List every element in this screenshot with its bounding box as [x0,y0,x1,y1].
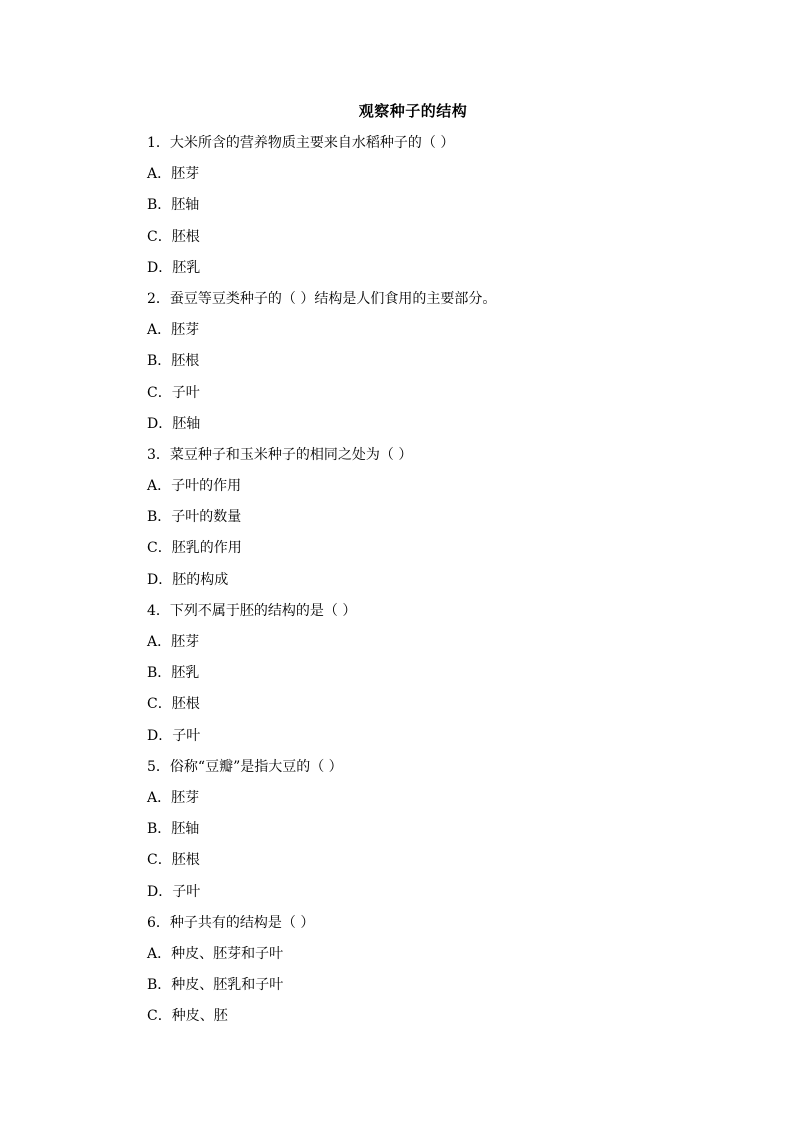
question-number: 1 [147,135,156,151]
option-letter: C [147,1008,158,1025]
option-c [147,691,707,722]
option-d [147,723,707,754]
option-dot: ． [158,883,173,900]
question-text: 菜豆种子和玉米种子的相同之处为（ ） [169,446,413,463]
option-letter: C [147,384,158,401]
option-text: 胚芽 [171,634,200,650]
option-dot: ． [157,634,172,650]
option-dot: ． [157,353,172,370]
option-letter: B [147,353,158,370]
question-text: 蚕豆等豆类种子的（ ）结构是人们食用的主要部分。 [169,290,497,307]
option-letter: D [147,727,159,744]
option-dot: ． [157,166,172,183]
question-dot: ． [155,758,170,775]
option-d [147,567,707,598]
option-a [147,473,707,504]
option-text: 胚根 [171,228,200,245]
option-letter: D [147,571,159,588]
option-text: 子叶 [172,727,201,744]
option-a [147,317,707,348]
question-number: 3 [147,446,156,463]
option-b [147,348,707,379]
option-letter: C [147,540,158,557]
option-text: 胚根 [171,852,200,869]
option-text: 胚轴 [171,197,200,214]
option-dot: ． [158,727,173,744]
option-text: 种皮、胚乳和子叶 [171,977,284,994]
option-letter: C [147,228,158,245]
option-letter: A [147,478,158,495]
option-dot: ． [157,945,172,962]
option-text: 胚根 [171,696,200,713]
option-letter: B [147,509,158,526]
option-text: 胚根 [171,353,200,370]
option-text: 胚的构成 [172,571,229,588]
option-dot: ． [157,665,172,682]
option-b [147,192,707,223]
option-dot: ． [157,852,172,869]
option-text: 胚芽 [171,166,200,183]
question-list [147,130,707,1034]
option-letter: A [147,634,158,650]
option-text: 胚乳 [171,665,200,682]
option-a [147,941,707,972]
question-stem [147,910,707,941]
option-d [147,411,707,442]
option-b [147,660,707,691]
option-b [147,816,707,847]
option-c [147,535,707,566]
option-letter: B [147,665,158,682]
option-dot: ． [157,478,172,495]
question-stem [147,442,707,473]
question-stem [147,130,707,161]
option-dot: ． [158,415,173,432]
option-c [147,380,707,411]
option-a [147,785,707,816]
option-dot: ． [157,1008,172,1025]
option-dot: ． [157,540,172,557]
page-title: 观察种子的结构 [358,102,468,120]
option-dot: ． [157,228,172,245]
option-a [147,161,707,192]
question-dot: ． [155,914,170,931]
option-letter: D [147,883,159,900]
option-letter: A [147,789,158,806]
option-dot: ． [158,571,173,588]
option-text: 胚芽 [171,789,200,806]
option-b [147,972,707,1003]
option-letter: A [147,322,158,339]
option-dot: ． [157,322,172,339]
option-dot: ． [157,977,172,994]
option-dot: ． [158,259,173,276]
question-text: 种子共有的结构是（ ） [169,914,315,931]
option-letter: B [147,977,158,994]
option-text: 种皮、胚芽和子叶 [171,945,284,962]
question-stem [147,598,707,629]
option-text: 胚轴 [171,821,200,838]
option-text: 子叶 [172,883,201,900]
question-stem [147,754,707,785]
question-stem [147,286,707,317]
question-number: 2 [147,290,156,307]
question-number: 4 [147,602,156,619]
option-c [147,224,707,255]
option-b [147,504,707,535]
option-text: 胚乳的作用 [171,540,242,557]
option-letter: A [147,166,158,183]
question-number: 5 [147,758,156,775]
option-text: 胚芽 [171,322,200,339]
option-text: 子叶的数量 [171,509,242,526]
option-c [147,847,707,878]
option-a [147,629,707,660]
option-text: 种皮、胚 [171,1008,228,1025]
option-dot: ． [157,197,172,214]
option-letter: B [147,821,158,838]
option-text: 胚轴 [172,415,201,432]
question-dot: ． [155,602,170,619]
option-d [147,879,707,910]
option-letter: D [147,259,159,276]
question-text: 下列不属于胚的结构的是（ ） [169,602,357,619]
option-text: 子叶的作用 [171,478,242,495]
question-text: 大米所含的营养物质主要来自水稻种子的（ ） [169,135,455,151]
option-dot: ． [157,384,172,401]
option-letter: C [147,852,158,869]
option-text: 子叶 [171,384,200,401]
option-letter: C [147,696,158,713]
question-number: 6 [147,914,156,931]
question-dot: ． [155,446,170,463]
question-text: 俗称“豆瓣”是指大豆的（ ） [169,758,343,775]
option-letter: A [147,945,158,962]
question-dot: ． [155,135,170,151]
option-dot: ． [157,696,172,713]
option-c [147,1003,707,1034]
option-dot: ． [157,509,172,526]
option-letter: B [147,197,158,214]
option-dot: ． [157,789,172,806]
option-dot: ． [157,821,172,838]
option-d [147,255,707,286]
option-text: 胚乳 [172,259,201,276]
question-dot: ． [155,290,170,307]
option-letter: D [147,415,159,432]
